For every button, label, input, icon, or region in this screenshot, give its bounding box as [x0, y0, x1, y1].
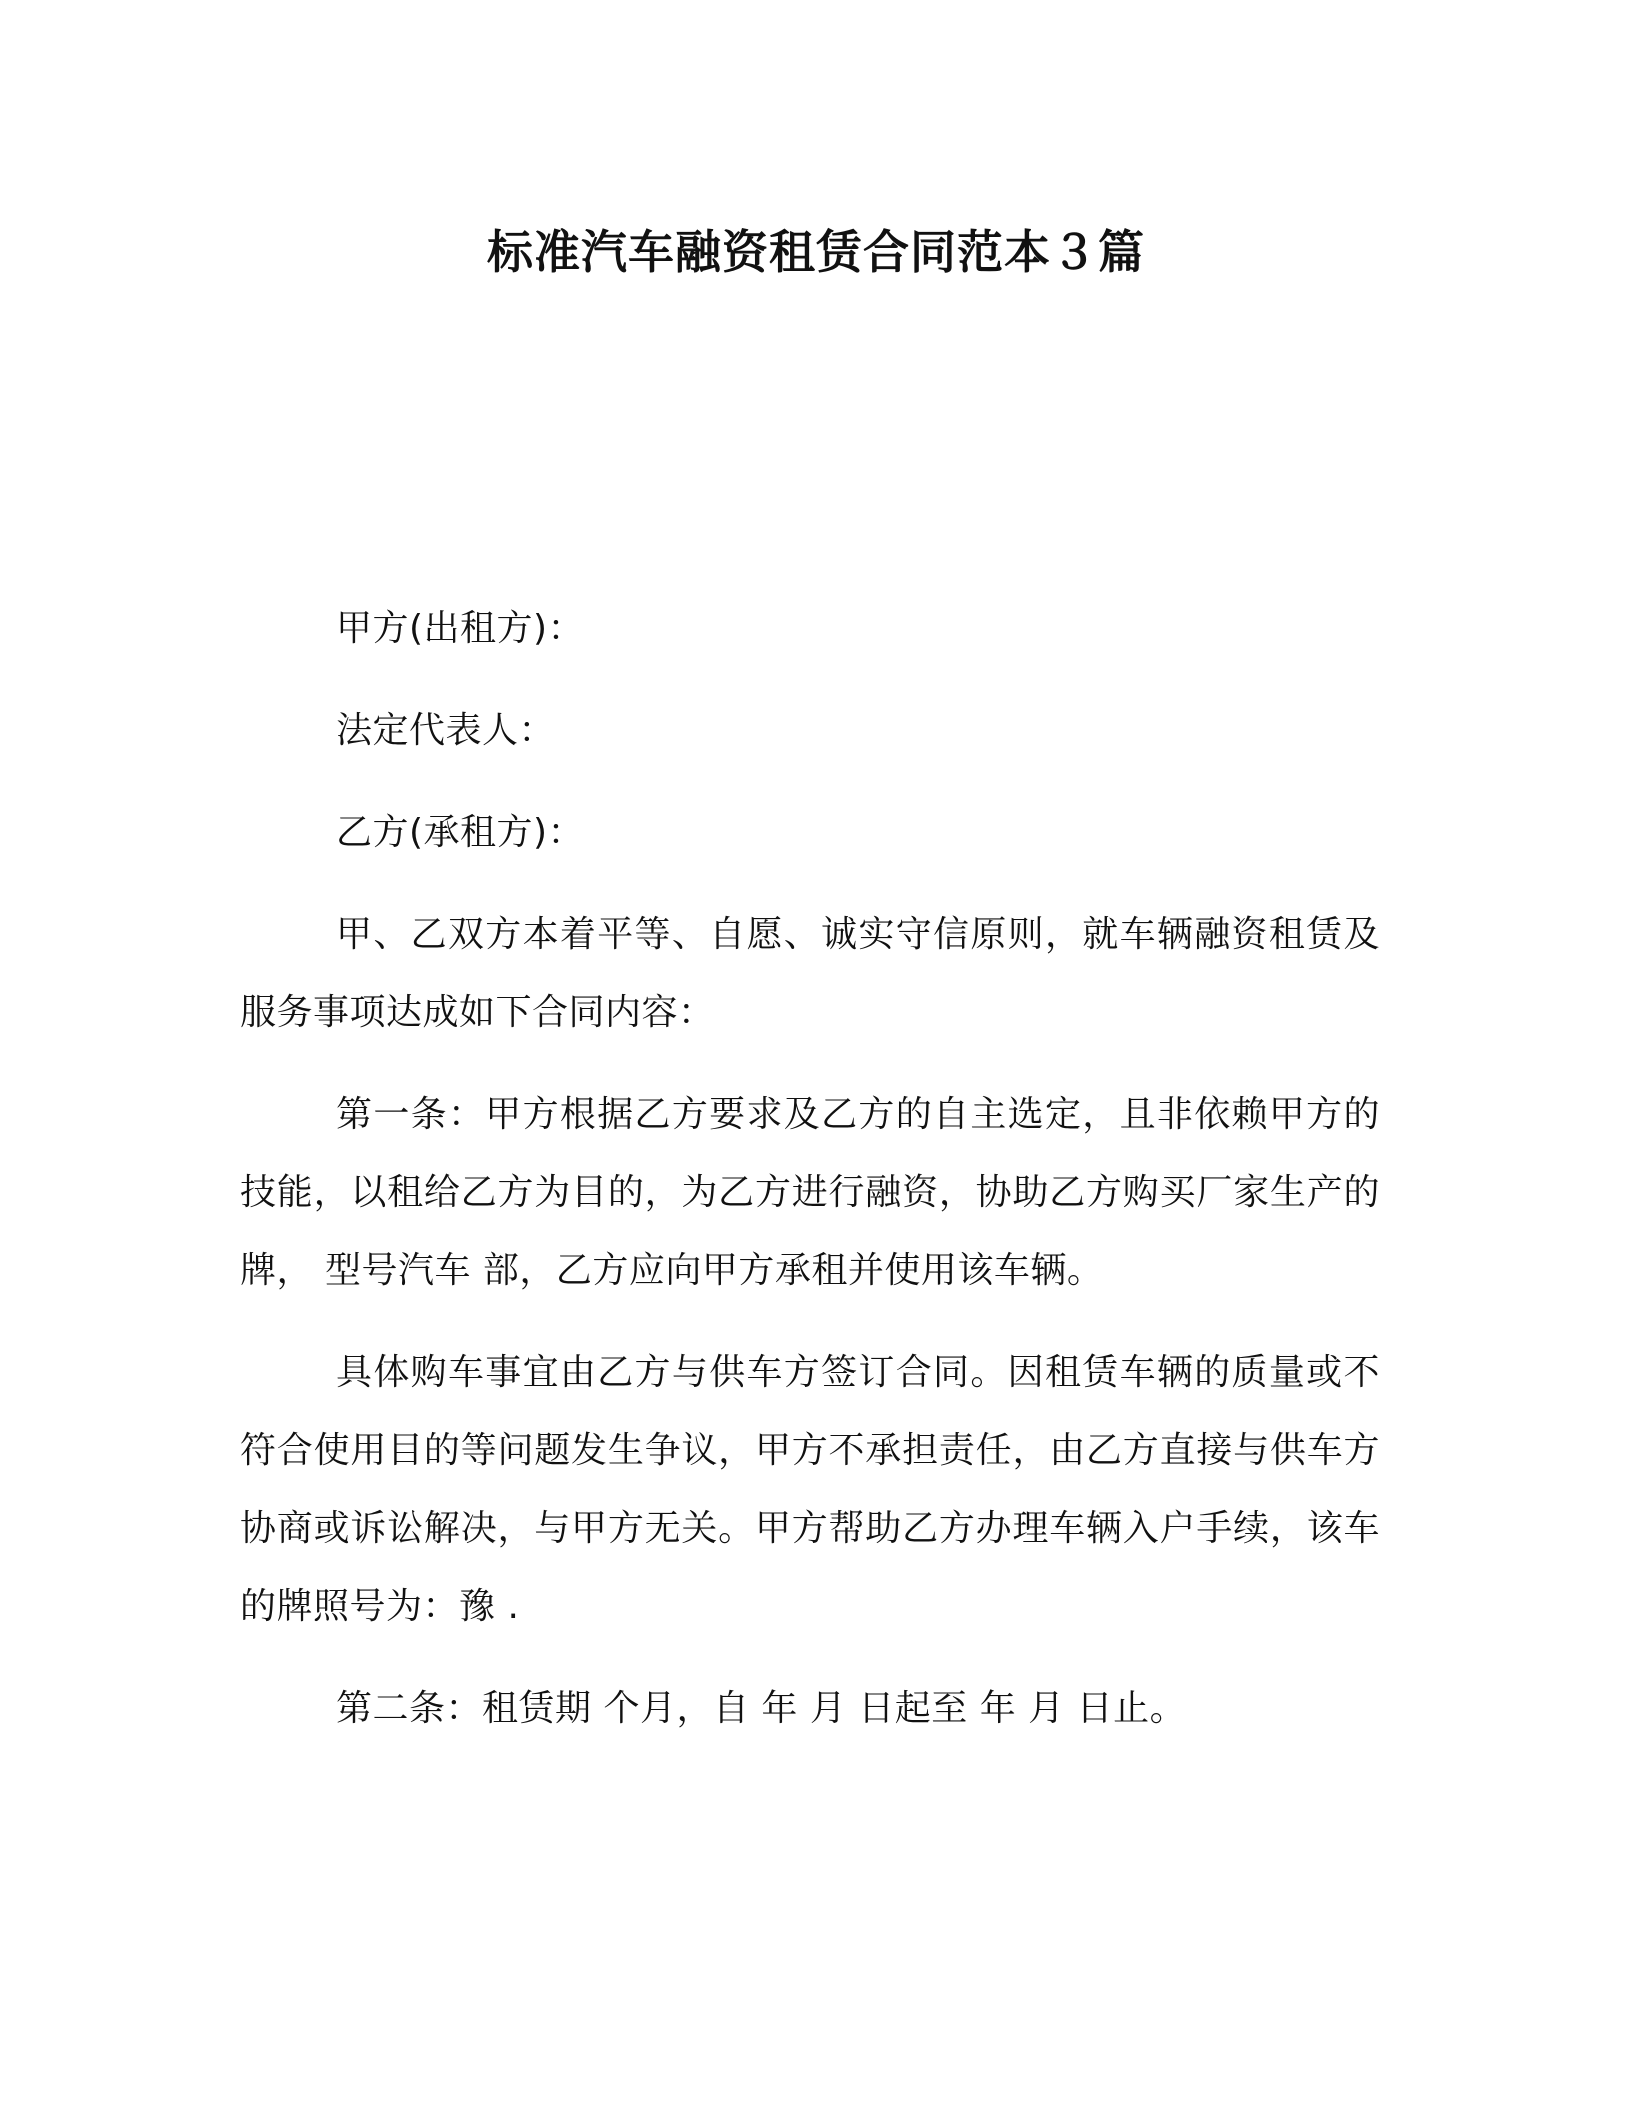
legal-representative-line: 法定代表人：	[336, 710, 556, 751]
party-a-line: 甲方(出租方)：	[336, 608, 585, 649]
article-1-paragraph: 第一条：甲方根据乙方要求及乙方的自主选定，且非依赖甲方的技能，以租给乙方为目的，为乙方进行融资，协助乙方购买厂家生产的 牌， 型号汽车 部，乙方应向甲方承租并使用该车辆。	[240, 1094, 1380, 1291]
vehicle-purchase-paragraph: 具体购车事宜由乙方与供车方签订合同。因租赁车辆的质量或不符合使用目的等问题发生争议，甲方不承担责任，由乙方直接与供车方协商或诉讼解决，与甲方无关。甲方帮助乙方办理车辆入户手续，该车的牌照号为：豫 .	[240, 1352, 1380, 1627]
document-title: 标准汽车融资租赁合同范本３篇	[487, 225, 1145, 279]
article-2-paragraph: 第二条：租赁期 个月，自 年 月 日起至 年 月 日止。	[336, 1688, 1187, 1729]
document-body	[240, 590, 1380, 1748]
party-b-line: 乙方(承租方)：	[336, 812, 585, 853]
preamble-paragraph: 甲、乙双方本着平等、自愿、诚实守信原则，就车辆融资租赁及服务事项达成如下合同内容：	[240, 914, 1380, 1033]
